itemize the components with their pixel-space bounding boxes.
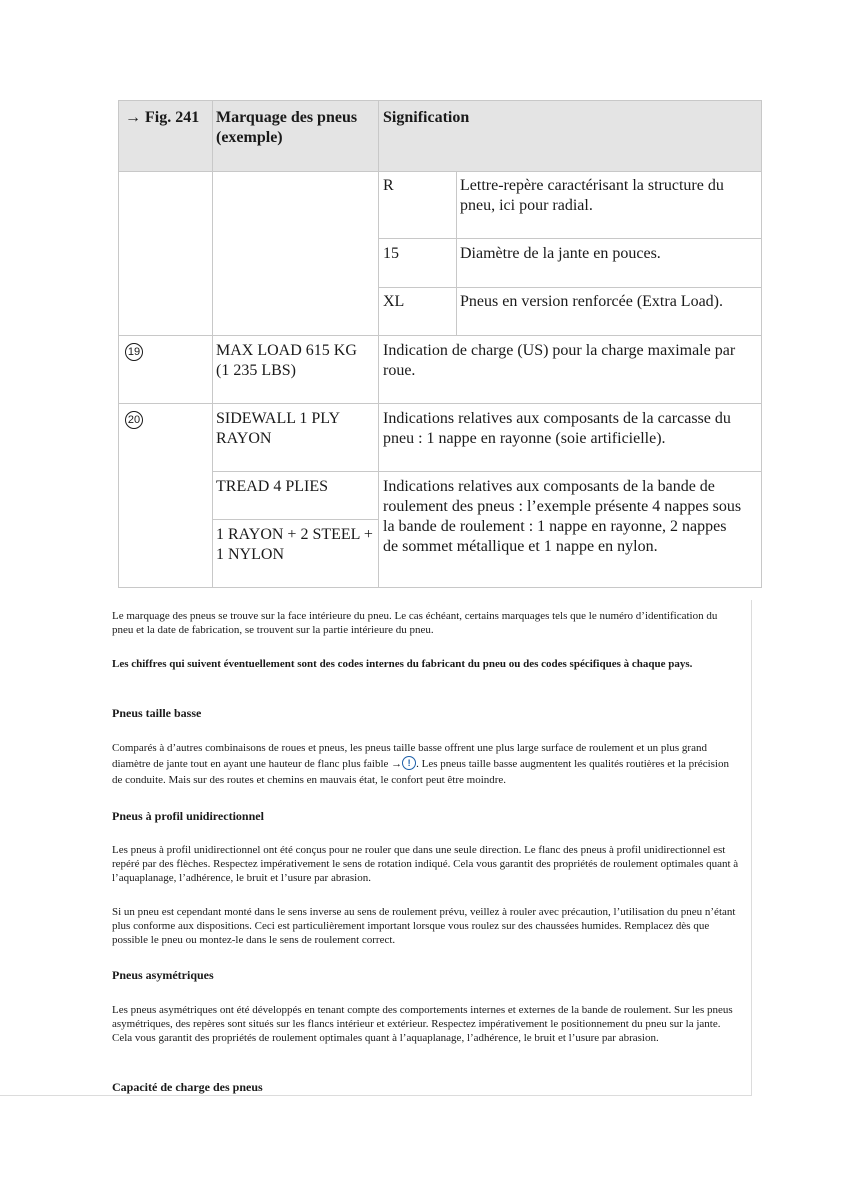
column-divider <box>378 101 379 587</box>
paragraph-unidirectional-2: Si un pneu est cependant monté dans le sens inverse au sens de roulement prévu, veillez à rouler avec précaution, l’utilisation du pneu n’étant plus conforme aux dispositions. Ceci est particulièrement important lorsque vous roulez sur des chaussées humides. Remplacez dès que possible le pneu ou montez-le dans le sens de roulement correct. <box>112 906 736 946</box>
meaning-cell: Indication de charge (US) pour la charge maximale par roue. <box>383 342 736 379</box>
circled-number: 19 <box>125 343 143 361</box>
marking-cell: MAX LOAD 615 KG (1 235 LBS) <box>216 342 357 379</box>
meaning-cell: Indications relatives aux composants de la carcasse du pneu : 1 nappe en rayonne (soie artificielle). <box>383 410 731 447</box>
row-divider <box>119 171 761 172</box>
info-icon[interactable]: ! <box>402 756 416 770</box>
header-marking: Marquage des pneus (exemple) <box>216 109 358 146</box>
row-divider <box>213 519 379 520</box>
column-divider <box>456 171 457 335</box>
callout-number-19 <box>125 341 143 361</box>
meaning-cell: Pneus en version renforcée (Extra Load). <box>460 293 723 310</box>
tire-marking-table <box>118 100 762 588</box>
code-cell: XL <box>383 293 405 310</box>
row-divider <box>379 287 761 288</box>
paragraph-internal-codes: Les chiffres qui suivent éventuellement sont des codes internes du fabricant du pneu ou des codes spécifiques à chaque pays. <box>112 658 693 670</box>
callout-number-20 <box>125 409 143 429</box>
marking-cell: 1 RAYON + 2 STEEL + 1 NYLON <box>216 526 373 563</box>
code-cell: 15 <box>383 245 399 262</box>
header-fig: → Fig. 241 <box>125 109 200 126</box>
paragraph-low-profile: Comparés à d’autres combinaisons de roues et pneus, les pneus taille basse offrent une plus large surface de roulement et un plus grand diamètre de jante tout en ayant une hauteur de flanc plus faible → ! . Les pneus taille basse augmentent les qualités routières et la précision de conduite. Mais sur des routes et chemins en mauvais état, le confort peut être moindre. <box>112 742 729 786</box>
heading-low-profile: Pneus taille basse <box>112 706 202 720</box>
heading-load-capacity: Capacité de charge des pneus <box>112 1080 263 1094</box>
meaning-cell: Lettre-repère caractérisant la structure du pneu, ici pour radial. <box>460 177 724 214</box>
code-cell: R <box>383 177 394 194</box>
paragraph-asymmetric: Les pneus asymétriques ont été développés en tenant compte des comportements internes et externes de la bande de roulement. Sur les pneus asymétriques, des repères sont situés sur les flancs intérieur et extérieur. Respectez impérativement le positionnement du pneu sur la jante. Cela vous garantit des propriétés de roulement optimales quant à l’aquaplanage, l’adhérence, le bruit et l’usure par abrasion. <box>112 1004 733 1044</box>
row-divider <box>213 471 761 472</box>
column-divider <box>212 101 213 587</box>
marking-cell: TREAD 4 PLIES <box>216 478 328 495</box>
meaning-cell: Diamètre de la jante en pouces. <box>460 245 661 262</box>
circled-number: 20 <box>125 411 143 429</box>
heading-asymmetric: Pneus asymétriques <box>112 968 214 982</box>
header-meaning: Signification <box>383 109 470 126</box>
row-divider <box>379 238 761 239</box>
text-section <box>0 600 752 1096</box>
row-divider <box>119 403 761 404</box>
meaning-cell: Indications relatives aux composants de la bande de roulement des pneus : l’exemple présente 4 nappes sous la bande de roulement : 1 nappe en rayonne, 2 nappes de sommet métallique et 1 nappe en nylon. <box>383 478 742 555</box>
heading-unidirectional: Pneus à profil unidirectionnel <box>112 809 264 823</box>
paragraph-unidirectional-1: Les pneus à profil unidirectionnel ont été conçus pour ne rouler que dans une seule direction. Le flanc des pneus à profil unidirectionnel est repéré par des flèches. Respectez impérativement le sens de rotation indiqué. Cela vous garantit des propriétés de roulement optimales quant à l’aquaplanage, l’adhérence, le bruit et l’usure par abrasion. <box>112 844 739 884</box>
marking-cell: SIDEWALL 1 PLY RAYON <box>216 410 340 447</box>
paragraph-marking-location: Le marquage des pneus se trouve sur la face intérieure du pneu. Le cas échéant, certains marquages tels que le numéro d’identification du pneu et la date de fabrication, se trouvent sur la partie intérieure du pneu. <box>112 610 718 636</box>
row-divider <box>119 335 761 336</box>
